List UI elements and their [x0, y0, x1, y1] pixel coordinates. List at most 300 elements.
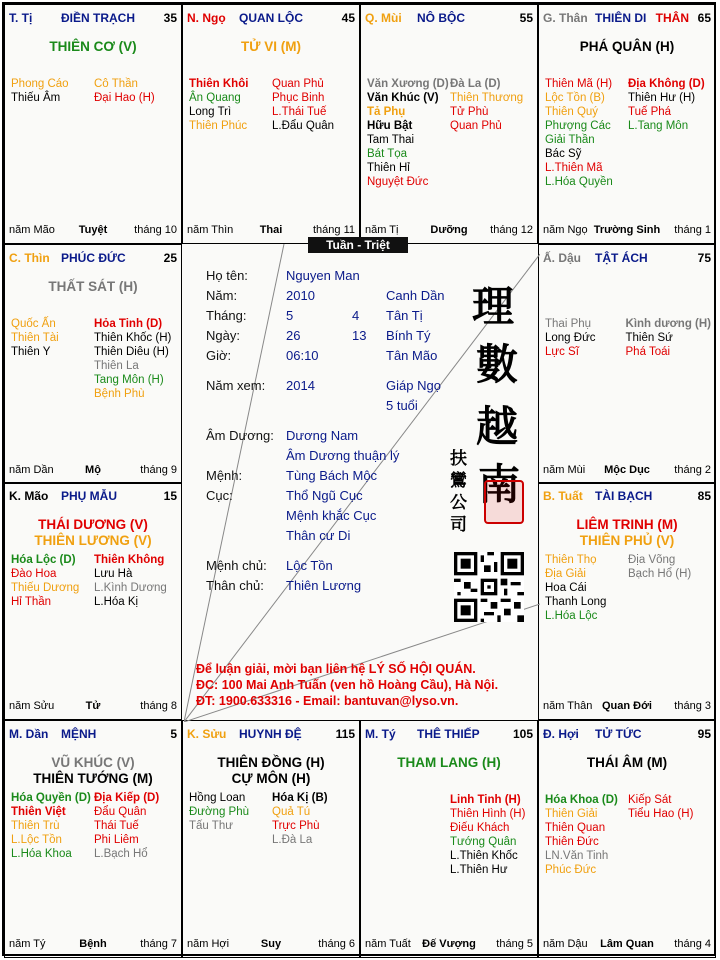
branch-label: M. Dần [9, 727, 49, 741]
minor-col-right [628, 553, 711, 623]
footer-month: tháng 7 [140, 938, 177, 950]
palace-cell-ngo[interactable] [182, 4, 360, 244]
minor-star: Bát Tọa [367, 148, 408, 160]
footer-stage: Trường Sinh [593, 224, 661, 236]
palace-header [543, 251, 711, 267]
branch-label: K. Mão [9, 489, 49, 503]
minor-star: Hóa Quyền (D) [11, 792, 91, 804]
major-stars [539, 39, 715, 55]
minor-col-left [367, 77, 450, 189]
branch-label: Đ. Hợi [543, 727, 579, 741]
palace-header [9, 251, 177, 267]
minor-col-left [189, 77, 272, 133]
minor-star: Đẩu Quân [94, 806, 147, 818]
age-number: 15 [163, 489, 177, 503]
footer-month: tháng 10 [134, 224, 177, 236]
palace-header [365, 11, 533, 27]
palace-header [543, 11, 711, 27]
minor-star: L.Lộc Tồn [11, 834, 62, 846]
minor-star: Hoa Cái [545, 582, 587, 594]
major-star: THIÊN CƠ (V) [49, 39, 137, 54]
palace-name: NÔ BỘC [417, 11, 465, 25]
branch-label: K. Sửu [187, 727, 227, 741]
minor-star: Thiên Mã (H) [545, 78, 613, 90]
than-marker: THÂN [655, 11, 689, 25]
minor-star: L.Thiên Hư [450, 864, 508, 876]
minor-star: Phúc Đức [545, 864, 597, 876]
age-number: 95 [697, 727, 711, 741]
minor-star: Thiên Không [94, 554, 165, 566]
palace-cell-ti[interactable] [4, 4, 182, 244]
minor-star: Tang Môn (H) [94, 374, 164, 386]
footer-year: năm Dần [9, 464, 54, 476]
major-star: CỰ MÔN (H) [231, 771, 311, 786]
minor-star: Nguyệt Đức [367, 176, 429, 188]
minor-star: Thiên Khốc (H) [94, 332, 172, 344]
major-star: THAM LANG (H) [397, 755, 501, 770]
footer-year: năm Dậu [543, 938, 588, 950]
minor-star: Tiểu Hao (H) [628, 808, 694, 820]
calligraphy-char: 數 [476, 340, 519, 389]
minor-col-right [628, 793, 711, 877]
major-star: THIÊN LƯƠNG (V) [34, 533, 152, 548]
age-number: 25 [163, 251, 177, 265]
branch-label: M. Tý [365, 727, 396, 741]
age-number: 45 [341, 11, 355, 25]
minor-star: Lực Sĩ [545, 346, 579, 358]
red-seal-icon [484, 480, 524, 524]
branch-label: Ấ. Dậu [543, 251, 582, 265]
minor-star: Thiên Quan [545, 822, 606, 834]
minor-star: Địa Kiếp (D) [94, 792, 160, 804]
minor-star: Thai Phụ [545, 318, 592, 330]
age-number: 35 [163, 11, 177, 25]
palace-cell-thin[interactable] [4, 244, 182, 484]
palace-cell-ty[interactable] [360, 720, 538, 958]
minor-star: Bác Sỹ [545, 148, 582, 160]
palace-cell-suu[interactable] [182, 720, 360, 958]
minor-star: Thiên La [94, 360, 139, 372]
minor-star: Tả Phụ [367, 106, 406, 118]
am-duong-label: Âm Dương: [206, 428, 274, 443]
minor-stars [545, 317, 711, 359]
minor-star: Lưu Hà [94, 568, 133, 580]
footer-stage: Tử [85, 700, 101, 712]
thang-label: Tháng: [206, 308, 247, 323]
minor-star: Quốc Ấn [11, 318, 56, 330]
palace-header [543, 727, 711, 743]
thang-am: 4 [352, 308, 360, 323]
minor-star: Thiên Việt [11, 806, 66, 818]
calligraphy-small: 公 [450, 493, 467, 513]
minor-stars [189, 77, 355, 133]
minor-star: Đường Phù [189, 806, 249, 818]
minor-star: Đào Hoa [11, 568, 57, 580]
minor-star: Thiên Hư (H) [628, 92, 696, 104]
minor-col-right [94, 317, 177, 401]
palace-name: TẬT ÁCH [595, 251, 648, 265]
minor-star: Đà La (D) [450, 78, 501, 90]
minor-col-right [626, 317, 711, 359]
minor-col-left [189, 791, 272, 847]
palace-name: TỬ TỨC [595, 727, 642, 741]
minor-star: Quan Phủ [272, 78, 324, 90]
major-star: TỬ VI (M) [241, 39, 301, 54]
major-star: VŨ KHÚC (V) [51, 755, 135, 770]
minor-star: Kình dương (H) [625, 318, 711, 330]
minor-star: Quả Tú [272, 806, 311, 818]
calligraphy-char: 越 [476, 402, 519, 451]
palace-header [9, 489, 177, 505]
major-star: THIÊN TƯỚNG (M) [33, 771, 153, 786]
footer-year: năm Hợi [187, 938, 230, 950]
minor-star: LN.Văn Tinh [545, 850, 609, 862]
footer-month: tháng 4 [674, 938, 711, 950]
nam-value: 2010 [286, 288, 315, 303]
minor-col-right [272, 77, 355, 133]
calligraphy-small: 鸞 [450, 471, 467, 491]
minor-star: L.Thiên Khốc [450, 850, 518, 862]
minor-star: Thiên Diêu (H) [94, 346, 169, 358]
minor-col-left [367, 793, 450, 877]
ho-ten-label: Họ tên: [206, 268, 248, 283]
major-stars [183, 39, 359, 55]
minor-stars [545, 77, 711, 189]
minor-star: Ân Quang [189, 92, 241, 104]
palace-cell-mui[interactable] [360, 4, 538, 244]
minor-star: Thiên Trù [11, 820, 60, 832]
footer-month: tháng 5 [496, 938, 533, 950]
minor-stars [11, 77, 177, 105]
ngay-duong: 26 [286, 328, 301, 343]
minor-col-left [545, 317, 626, 359]
footer-year: năm Mùi [543, 464, 586, 476]
minor-star: Bệnh Phù [94, 388, 145, 400]
gio-label: Giờ: [206, 348, 232, 363]
minor-star: Thiên Thương [450, 92, 524, 104]
minor-col-right [272, 791, 355, 847]
minor-col-left [11, 791, 94, 861]
footer-stage: Thai [259, 224, 283, 236]
nam-label: Năm: [206, 288, 238, 303]
minor-star: L.Hóa Lộc [545, 610, 598, 622]
cuc-note-2: Thân cư Di [286, 528, 351, 543]
footer-year: năm Thìn [187, 224, 234, 236]
minor-star: Hóa Lộc (D) [11, 554, 76, 566]
major-star: LIÊM TRINH (M) [576, 517, 678, 532]
major-stars [539, 755, 715, 771]
major-stars [5, 39, 181, 55]
calligraphy-char: 南 [478, 460, 521, 509]
footer-stage: Mộ [85, 464, 101, 476]
footer-year: năm Tuất [365, 938, 411, 950]
age-number: 75 [697, 251, 711, 265]
ngay-can-chi: Bính Tý [386, 328, 431, 343]
minor-star: Tấu Thư [189, 820, 233, 832]
minor-star: Hỏa Tinh (D) [94, 318, 163, 330]
minor-stars [545, 553, 711, 623]
minor-star: L.Thiên Mã [545, 162, 603, 174]
branch-label: C. Thìn [9, 251, 50, 265]
footer-stage: Tuyệt [78, 224, 108, 236]
branch-label: B. Tuất [543, 489, 583, 503]
minor-col-left [11, 553, 94, 609]
age-number: 55 [519, 11, 533, 25]
footer-year: năm Ngọ [543, 224, 588, 236]
major-stars [5, 279, 181, 295]
minor-star: Phong Cáo [11, 78, 69, 90]
gio-can-chi: Tân Mão [386, 348, 438, 363]
minor-col-left [11, 317, 94, 401]
minor-star: Bạch Hổ (H) [628, 568, 692, 580]
minor-star: Phá Toái [625, 346, 671, 358]
minor-col-right [94, 77, 177, 105]
minor-star: Địa Không (D) [628, 78, 705, 90]
minor-star: Thiên Phúc [189, 120, 248, 132]
minor-col-left [545, 793, 628, 877]
minor-star: Trực Phù [272, 820, 320, 832]
calligraphy-char: 理 [472, 282, 515, 331]
minor-star: L.Kình Dương [94, 582, 167, 594]
minor-stars [11, 553, 177, 609]
center-info-panel [184, 244, 540, 722]
minor-star: Thái Tuế [94, 820, 139, 832]
footer-year: năm Tị [365, 224, 399, 236]
palace-name: THÊ THIẾP [417, 727, 480, 741]
minor-star: Thiên Thọ [545, 554, 597, 566]
footer-month: tháng 11 [312, 224, 355, 236]
minor-star: Giải Thần [545, 134, 595, 146]
minor-col-right [94, 553, 177, 609]
nam-can-chi: Canh Dần [386, 288, 445, 303]
minor-star: Đại Hao (H) [94, 92, 155, 104]
footer-stage: Quan Đới [602, 700, 652, 712]
menh-chu-value: Lộc Tồn [286, 558, 333, 573]
minor-star: Thiên Quý [545, 106, 599, 118]
minor-star: Thiên Y [11, 346, 51, 358]
minor-star: Tuế Phá [628, 106, 672, 118]
thang-can-chi: Tân Tị [386, 308, 423, 323]
contact-line-1: Để luận giải, mời bạn liên hệ LÝ SỐ HỘI QUÁN. [196, 662, 476, 676]
palace-name: TÀI BẠCH [595, 489, 653, 503]
palace-header [365, 727, 533, 743]
footer-year: năm Mão [9, 224, 55, 236]
palace-name: MỆNH [61, 727, 97, 741]
footer-month: tháng 3 [674, 700, 711, 712]
major-stars [539, 517, 715, 549]
minor-star: Thiên Hình (H) [450, 808, 526, 820]
minor-star: Tam Thai [367, 134, 415, 146]
age-number: 65 [697, 11, 711, 25]
major-star: THẤT SÁT (H) [48, 279, 138, 294]
branch-label: Q. Mùi [365, 11, 402, 25]
minor-stars [11, 791, 177, 861]
nam-xem-can-chi: Giáp Ngọ [386, 378, 441, 393]
minor-star: L.Tang Môn [628, 120, 689, 132]
major-stars [361, 755, 537, 771]
footer-month: tháng 8 [140, 700, 177, 712]
palace-cell-than[interactable] [538, 4, 716, 244]
minor-star: Cô Thần [94, 78, 138, 90]
minor-star: Phi Liêm [94, 834, 139, 846]
footer-month: tháng 12 [490, 224, 533, 236]
footer-stage: Bệnh [79, 938, 107, 950]
minor-star: Địa Giải [545, 568, 586, 580]
minor-star: Thiên Đức [545, 836, 599, 848]
footer-year: năm Thân [543, 700, 593, 712]
footer-stage: Lâm Quan [600, 938, 654, 950]
minor-star: Phượng Các [545, 120, 611, 132]
cuc-note-1: Mệnh khắc Cục [286, 508, 377, 523]
major-star: PHÁ QUÂN (H) [579, 39, 675, 54]
major-star: THÁI DƯƠNG (V) [38, 517, 148, 532]
palace-cell-tuat[interactable] [538, 482, 716, 720]
minor-star: Thanh Long [545, 596, 607, 608]
palace-name: ĐIỀN TRẠCH [61, 11, 135, 25]
footer-stage: Suy [260, 938, 282, 950]
footer-stage: Đế Vượng [422, 938, 476, 950]
footer-month: tháng 9 [140, 464, 177, 476]
footer-stage: Mộc Dục [604, 464, 650, 476]
than-chu-value: Thiên Lương [286, 578, 362, 593]
minor-col-left [11, 77, 94, 105]
gio-value: 06:10 [286, 348, 319, 363]
footer-year: năm Sửu [9, 700, 55, 712]
minor-star: Hóa Kị (B) [272, 792, 328, 804]
minor-stars [367, 77, 533, 189]
menh-label: Mệnh: [206, 468, 243, 483]
am-duong-note: Âm Dương thuận lý [286, 448, 400, 463]
minor-star: Thiên Giải [545, 808, 598, 820]
age-number: 5 [170, 727, 177, 741]
minor-star: L.Thái Tuế [272, 106, 327, 118]
minor-star: Hỉ Thần [11, 596, 52, 608]
palace-cell-dau[interactable] [538, 244, 716, 484]
minor-star: L.Đẩu Quân [272, 120, 335, 132]
minor-stars [545, 793, 711, 877]
minor-col-right [94, 791, 177, 861]
minor-star: Hữu Bật [367, 120, 413, 132]
minor-star: L.Hóa Quyền [545, 176, 613, 188]
minor-stars [189, 791, 355, 847]
branch-label: T. Tị [9, 11, 33, 25]
palace-header [9, 11, 177, 27]
ngay-am: 13 [352, 328, 367, 343]
minor-star: Hóa Khoa (D) [545, 794, 618, 806]
minor-stars [367, 793, 533, 877]
minor-star: Lộc Tồn (B) [545, 92, 605, 104]
minor-star: Thiên Hỉ [367, 162, 410, 174]
nam-xem-label: Năm xem: [206, 378, 266, 393]
ho-ten-value: Nguyen Man [286, 268, 360, 283]
major-stars [5, 755, 181, 787]
am-duong-value: Dương Nam [286, 428, 359, 443]
qr-code-icon [454, 552, 524, 622]
minor-star: Thiên Sứ [625, 332, 673, 344]
palace-name: PHÚC ĐỨC [61, 251, 126, 265]
minor-star: Long Trì [189, 106, 232, 118]
calligraphy-small: 司 [450, 515, 467, 535]
footer-month: tháng 6 [318, 938, 355, 950]
calligraphy-small: 扶 [450, 449, 467, 469]
minor-star: Tử Phù [450, 106, 489, 118]
palace-header [187, 11, 355, 27]
palace-name: THIÊN DI [595, 11, 647, 25]
branch-label: G. Thân [543, 11, 588, 25]
cuc-label: Cục: [206, 488, 233, 503]
minor-star: Tướng Quân [450, 836, 517, 848]
footer-stage: Dưỡng [430, 224, 468, 236]
minor-star: Kiếp Sát [628, 794, 672, 806]
age-number: 105 [512, 727, 533, 741]
contact-phone-email[interactable]: ĐT: 1900.633316 - Email: bantuvan@lyso.vn. [196, 694, 459, 708]
ngay-label: Ngày: [206, 328, 240, 343]
footer-year: năm Tý [9, 938, 46, 950]
horoscope-board [2, 2, 716, 956]
tuoi-value: 5 tuổi [386, 398, 418, 413]
minor-star: Thiên Tài [11, 332, 59, 344]
palace-header [543, 489, 711, 505]
minor-col-right [450, 793, 533, 877]
age-number: 115 [335, 727, 355, 741]
menh-chu-label: Mệnh chủ: [206, 558, 267, 573]
major-stars [183, 755, 359, 787]
palace-header [187, 727, 355, 743]
menh-value: Tùng Bách Mộc [286, 468, 378, 483]
minor-star: Địa Võng [628, 554, 676, 566]
minor-col-right [450, 77, 533, 189]
major-star: THÁI ÂM (M) [586, 755, 668, 770]
minor-col-right [628, 77, 711, 189]
major-stars [5, 517, 181, 549]
major-star: THIÊN PHỦ (V) [579, 533, 675, 548]
nam-xem-value: 2014 [286, 378, 315, 393]
minor-star: L.Hóa Kị [94, 596, 139, 608]
footer-month: tháng 2 [674, 464, 711, 476]
minor-star: L.Bạch Hổ [94, 848, 148, 860]
minor-col-left [545, 77, 628, 189]
major-star: THIÊN ĐỒNG (H) [217, 755, 325, 770]
palace-cell-mao[interactable] [4, 482, 182, 720]
minor-stars [11, 317, 177, 401]
minor-star: Long Đức [545, 332, 596, 344]
minor-star: Hồng Loan [189, 792, 246, 804]
than-chu-label: Thân chủ: [206, 578, 264, 593]
minor-col-left [545, 553, 628, 623]
minor-star: Thiếu Dương [11, 582, 80, 594]
age-number: 85 [697, 489, 711, 503]
minor-star: Phục Binh [272, 92, 325, 104]
thang-duong: 5 [286, 308, 294, 323]
palace-name: QUAN LỘC [239, 11, 303, 25]
minor-star: Thiên Khôi [189, 78, 249, 90]
minor-star: Quan Phủ [450, 120, 502, 132]
minor-star: Văn Khúc (V) [367, 92, 439, 104]
branch-label: N. Ngọ [187, 11, 226, 25]
cuc-value: Thổ Ngũ Cục [286, 488, 363, 503]
minor-star: Điếu Khách [450, 822, 510, 834]
palace-cell-dan[interactable] [4, 720, 182, 958]
footer-month: tháng 1 [674, 224, 711, 236]
palace-cell-hoi[interactable] [538, 720, 716, 958]
minor-star: L.Đà La [272, 834, 313, 846]
minor-star: Văn Xương (D) [367, 78, 449, 90]
palace-name: HUYNH ĐỆ [239, 727, 302, 741]
minor-star: Linh Tinh (H) [450, 794, 521, 806]
palace-name: PHỤ MẪU [61, 489, 117, 503]
palace-header [9, 727, 177, 743]
contact-address: ĐC: 100 Mai Anh Tuấn (ven hồ Hoàng Cầu), Hà Nội. [196, 678, 499, 692]
